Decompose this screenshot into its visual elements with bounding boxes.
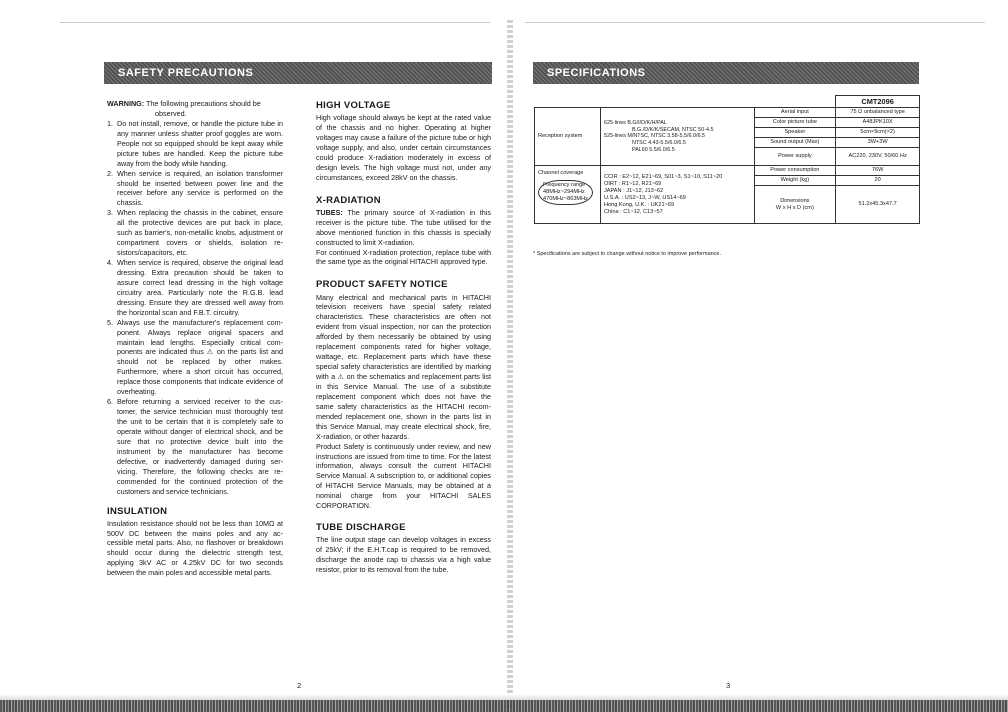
spec-label-dimensions: Dimensions W x H x D (cm)	[754, 186, 836, 224]
insulation-text: Insulation resistance should not be less than 10MΩ at 500V DC between the mains poles and any ac-cessible metal parts. Also, no flashover or breakdown should occur during the dielectric strength test, applying 3kV AC or 4.25kV DC for two seconds between the main poles and accessible metal parts.	[107, 518, 283, 578]
top-rule-right	[525, 22, 985, 23]
precaution-item-3: 3. When replacing the chassis in the cabinet, ensure all the protective devices are put back in place, such as barrier's, non-metallic knobs, adjustment or compartment covers or shields, isolation re-sistors/capacitors, etc.	[107, 208, 283, 258]
warning-continuation: observed.	[155, 108, 187, 118]
spec-value-aerial: 75 Ω unbalanced type	[836, 108, 920, 118]
reception-label: Reception system	[535, 108, 601, 166]
specifications-banner	[533, 62, 919, 84]
frequency-range-box: Frequency range 48MHz~294MHz 470MHz~863MHz	[538, 180, 593, 205]
spec-label-power: Power supply	[754, 148, 836, 166]
safety-banner	[104, 62, 492, 84]
channel-label: Channel coverage	[538, 170, 584, 177]
specifications-banner-title: SPECIFICATIONS	[547, 67, 646, 79]
spec-value-weight: 20	[836, 176, 920, 186]
tube-discharge-heading: TUBE DISCHARGE	[316, 522, 406, 534]
page-number-right: 3	[726, 681, 731, 690]
precaution-item-6: 6. Before returning a serviced receiver to the cus-tomer, the service technician must thoroughly test the unit to be certain that it is completely safe to operate without danger of electrical shock, and be sure that no protective device built into the instrument by the manufacturer has become defective, or inadvertently damaged during ser-vicing. Therefore, the following checks are re-commended for the continued protection of the customers and service technicians.	[107, 397, 283, 496]
tube-discharge-text: The line output stage can develop voltages in excess of 25kV; if the E.H.T.cap is required to be removed, discharge the anode cap to chassis via a high value resistor, prior to its removal from the tube.	[316, 535, 491, 575]
x-radiation-text-2: For continued X-radiation protection, replace tube with the same type as the original HITACHI approved type.	[316, 247, 491, 267]
precaution-item-4: 4. When service is required, observe the original lead dressing. Extra precaution should be taken to assure correct lead dressing in the high voltage circuitry area. Particularly note the R.G.B. lead dressing. Ensure they are dressed well away from the horizontal scan and F.B.T. circuitry.	[107, 258, 283, 317]
spec-value-sound: 3W+3W	[836, 138, 920, 148]
warning-label: WARNING:	[107, 99, 145, 108]
specifications-note: * Specifications are subject to change without notice to improve performance.	[533, 251, 722, 257]
spec-value-dimensions: 51.2x45.3x47.7	[836, 186, 920, 224]
warning-paragraph	[107, 99, 283, 109]
safety-column-2	[316, 99, 491, 575]
page-gutter	[507, 20, 513, 710]
spec-label-speaker: Speaker	[754, 128, 836, 138]
spec-value-tube: A48JPK10X	[836, 118, 920, 128]
precaution-item-1: 1. Do not install, remove, or handle the picture tube in any manner unless shatter proof goggles are worn. People not so equipped should be kept away while picture tubes are handled. Keep the picture tube away from the body while handing.	[107, 118, 283, 168]
safety-banner-title: SAFETY PRECAUTIONS	[118, 67, 254, 79]
spec-label-tube: Color picture tube	[754, 118, 836, 128]
model-number: CMT2096	[836, 96, 920, 108]
scan-edge	[0, 700, 1008, 712]
safety-column	[107, 99, 283, 578]
precaution-list	[107, 119, 283, 497]
spec-label-sound: Sound output (Max)	[754, 138, 836, 148]
reception-values: 625-lines B.G/I/D/K/H/PAL B.G./D/K/K/SECAM, NTSC 50-4.5 525-lines M/NTSC, NTSC 3.58-5.5/6.0/6.5 NTSC 4.43-5.5/6.0/6.5 PAL60 5.5/6.0/6.5	[600, 108, 754, 166]
spec-label-consumption: Power consumption	[754, 166, 836, 176]
spec-value-consumption: 76W	[836, 166, 920, 176]
precaution-item-5: 5. Always use the manufacturer's replacement com-ponent. Always replace original spacers and maintain lead lengths. Especially critical com-ponents are indicated thus ⚠ on the parts list and should not be replaced by other makes. Furthermore, where a short circuit has occurred, replace those components that indicate evidence of overheating.	[107, 317, 283, 397]
insulation-heading: INSULATION	[107, 505, 168, 517]
spec-value-power: AC220, 230V, 50/60 Hz	[836, 148, 920, 166]
page-number-left: 2	[297, 681, 302, 690]
high-voltage-heading: HIGH VOLTAGE	[316, 100, 391, 111]
spec-label-aerial: Aerial input	[754, 108, 836, 118]
x-radiation-heading: X-RADIATION	[316, 194, 381, 206]
product-safety-heading: PRODUCT SAFETY NOTICE	[316, 279, 448, 291]
warning-text: The following precautions should be	[146, 99, 261, 108]
tubes-label: TUBES:	[316, 207, 343, 217]
spec-value-speaker: 5cm×9cm(×2)	[836, 128, 920, 138]
high-voltage-text: High voltage should always be kept at the rated value of the chassis and no higher. Operating at higher voltages may cause a failure of the picture tube or high voltage supply, and also, under certain circumstances could produce X-radiation moderately in excess of design levels. The high voltage must not, under any circumstances, exceed 28kV on the chassis.	[316, 113, 491, 182]
specifications-table	[534, 95, 920, 224]
spec-label-weight: Weight (kg)	[754, 176, 836, 186]
product-safety-text-2: Product Safety is continuously under review, and new instructions are issued from time to time. For the latest information, always consult the current HITACHI Service Manual. A subscription to, or additional copies of HITACHI Service Manuals, may be obtained at a nominal charge from your HITACHI SALES CORPORATION.	[316, 441, 491, 511]
product-safety-text: Many electrical and mechanical parts in HITACHI television receivers have special safety related characteristics. These characteristics are often not evident from visual inspection, nor can the protection afforded by them necessarily be obtained by using replacement components rated for higher voltage, wattage, etc. Replacement parts which have these special safety characteristics are identified by marking with a ⚠ on the schematics and replacement parts list in this Service Manual. The use of a substitute replacement component which does not have the same safety characteristics as the HITACHI recom-mended replacement one, shown in the parts list in this Service Manual, may create electrical shock, fire, X-radiation, or other hazards.	[316, 292, 491, 441]
channel-coverage-cell	[535, 166, 601, 224]
top-rule-left	[60, 22, 490, 23]
x-radiation-text: TUBES: The primary source of X-radiation in this receiver is the picture tube. The tube utilised for the above mentioned function in this chassis is specially constructed to limit X-radiation.	[316, 207, 491, 247]
channel-values: CCIR : E2~12, E21~69, S01~3, S1~10, S11~20 OIRT : R1~12, R21~69 JAPAN : J1~12, J13~62 U.S.A. : US2~13, J~W, US14~69 Hong Kong, U.K. : UK21~69 China : C1~12, C13~57	[600, 166, 754, 224]
precaution-item-2: 2. When service is required, an isolation transformer should be inserted between power line and the receiver before any service is performed on the chassis.	[107, 168, 283, 208]
